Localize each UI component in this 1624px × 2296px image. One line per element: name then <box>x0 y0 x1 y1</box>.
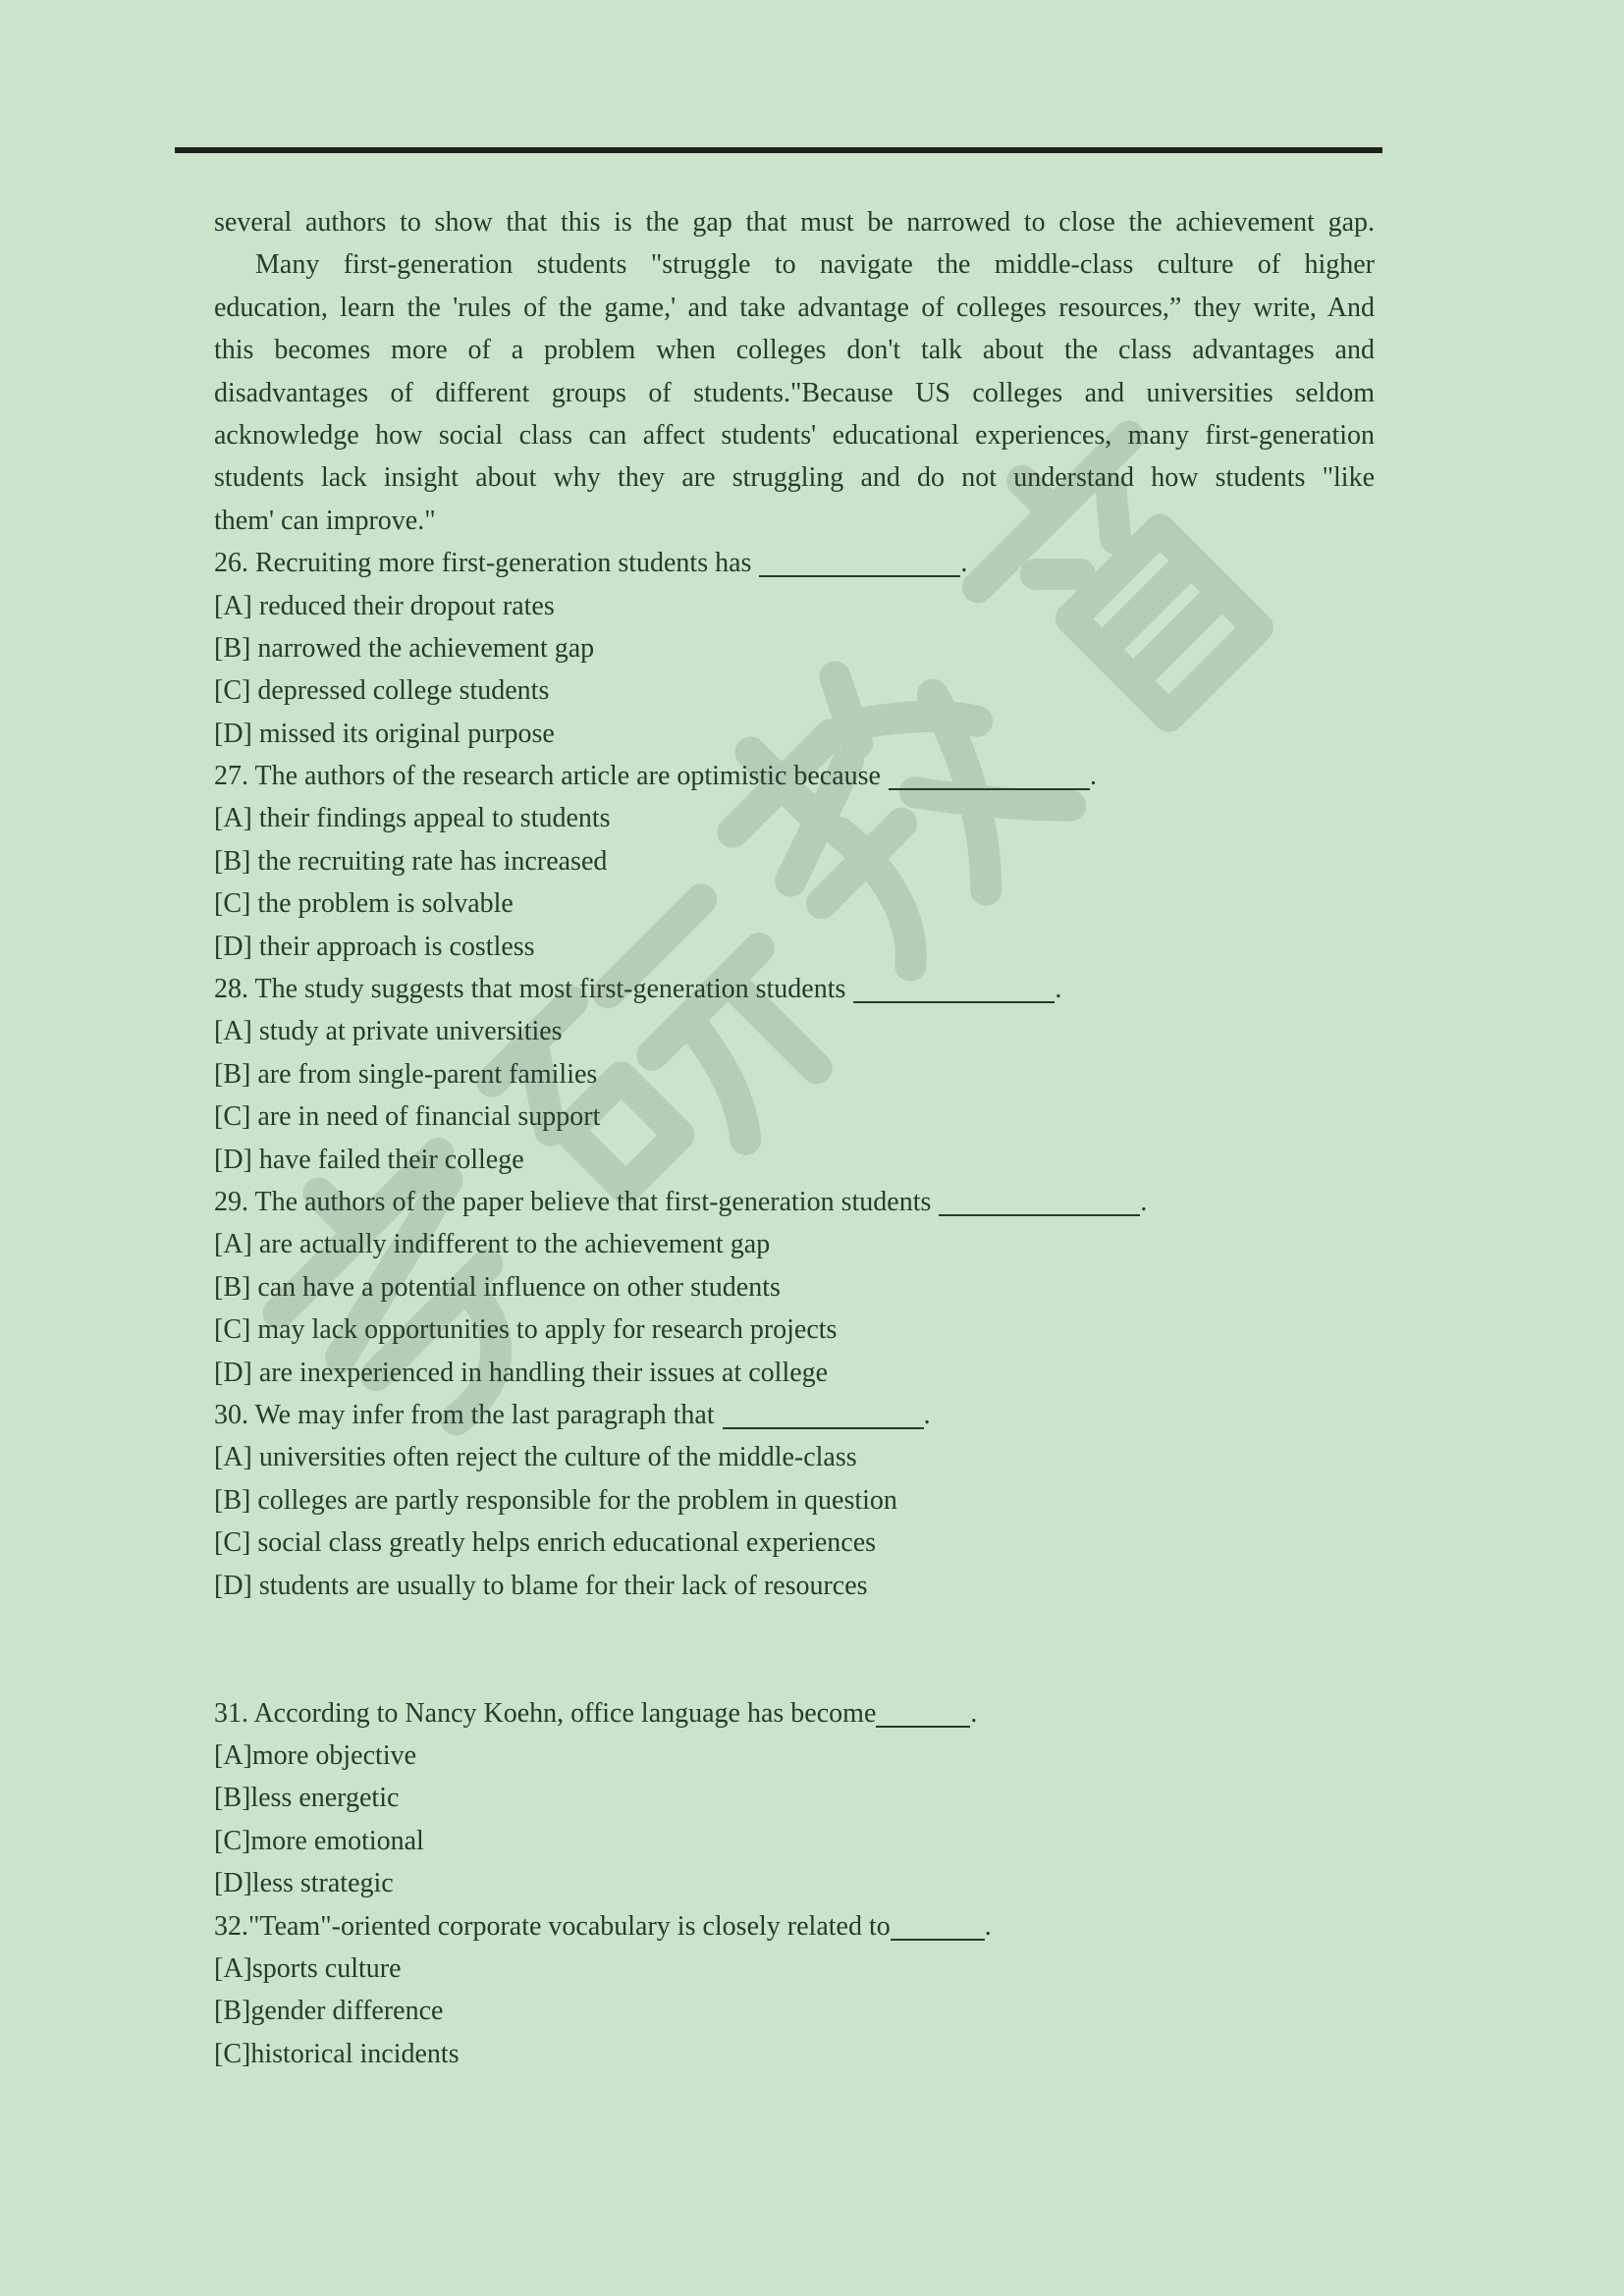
question-stem <box>214 1394 1375 1436</box>
option-text: [B] narrowed the achievement gap <box>214 632 595 664</box>
option-line <box>214 2033 1375 2075</box>
answer-blank <box>891 1939 985 1941</box>
option-line <box>214 926 1375 968</box>
option-text: [A] universities often reject the culture of the middle-class <box>214 1442 857 1473</box>
question-stem <box>214 755 1375 797</box>
option-line <box>214 797 1375 839</box>
option-text: [A] study at private universities <box>214 1016 563 1047</box>
option-text: [B] are from single-parent families <box>214 1058 598 1090</box>
option-line <box>214 1479 1375 1522</box>
stem-period: . <box>1140 1186 1148 1217</box>
option-line <box>214 1352 1375 1394</box>
option-text: [B] colleges are partly responsible for the problem in question <box>214 1484 897 1516</box>
option-line <box>214 713 1375 755</box>
option-text: [A] reduced their dropout rates <box>214 590 555 621</box>
intro-line: several authors to show that this is the gap that must be narrowed to close the achievement gap. <box>214 207 1375 238</box>
stem-period: . <box>970 1697 978 1729</box>
paragraph-line: Many first-generation students "struggle to navigate the middle-class culture of higher <box>255 249 1375 281</box>
answer-blank <box>939 1214 1140 1216</box>
question-stem-text: 32."Team"-oriented corporate vocabulary is closely related to <box>214 1910 891 1942</box>
question-stem <box>214 1181 1375 1223</box>
question-stem <box>214 1905 1375 1948</box>
answer-blank <box>876 1726 970 1728</box>
stem-period: . <box>984 1910 992 1942</box>
stem-period: . <box>960 548 968 579</box>
question-stem <box>214 968 1375 1010</box>
answer-blank <box>723 1427 924 1429</box>
question-stem-text: 29. The authors of the paper believe that first-generation students <box>214 1186 932 1217</box>
option-line <box>214 1139 1375 1181</box>
option-text: [D]less strategic <box>214 1868 394 1899</box>
option-text: [C] are in need of financial support <box>214 1101 601 1133</box>
paragraph-line: this becomes more of a problem when colleges don't talk about the class advantages and <box>214 335 1375 366</box>
option-line <box>214 1735 1375 1777</box>
option-text: [C] the problem is solvable <box>214 888 514 920</box>
option-line <box>214 1095 1375 1138</box>
option-line <box>214 840 1375 882</box>
option-line <box>214 1565 1375 1607</box>
paragraph-line: students lack insight about why they are struggling and do not understand how students "like <box>214 462 1375 494</box>
option-text: [B] can have a potential influence on other students <box>214 1271 781 1303</box>
option-line <box>214 1266 1375 1308</box>
question-stem <box>214 1692 1375 1735</box>
option-text: [A] are actually indifferent to the achievement gap <box>214 1229 771 1260</box>
option-text: [B]less energetic <box>214 1783 400 1814</box>
option-text: [D] have failed their college <box>214 1144 524 1175</box>
answer-blank <box>853 1001 1055 1003</box>
stem-period: . <box>1089 761 1097 792</box>
option-text: [D] students are usually to blame for their lack of resources <box>214 1570 868 1601</box>
question-stem-text: 31. According to Nancy Koehn, office language has become <box>214 1697 877 1729</box>
option-text: [A]sports culture <box>214 1953 402 1985</box>
option-line <box>214 1820 1375 1862</box>
option-line <box>214 1053 1375 1095</box>
paragraph-line: acknowledge how social class can affect students' educational experiences, many first-generation <box>214 419 1375 451</box>
question-stem <box>214 542 1375 584</box>
option-line <box>214 669 1375 712</box>
answer-blank <box>759 575 960 577</box>
option-line <box>214 1010 1375 1052</box>
option-text: [B]gender difference <box>214 1996 444 2027</box>
paragraph-line: education, learn the 'rules of the game,' and take advantage of colleges resources,” they write, And <box>214 292 1375 323</box>
option-line <box>214 1436 1375 1478</box>
option-text: [C] may lack opportunities to apply for research projects <box>214 1314 838 1346</box>
paragraph-line: disadvantages of different groups of students."Because US colleges and universities seldom <box>214 377 1375 408</box>
option-line <box>214 1862 1375 1904</box>
option-line <box>214 627 1375 669</box>
question-stem-text: 26. Recruiting more first-generation students has <box>214 548 752 579</box>
option-text: [C] depressed college students <box>214 675 550 707</box>
section-gap <box>214 1607 1375 1692</box>
option-text: [C] social class greatly helps enrich educational experiences <box>214 1527 877 1559</box>
option-text: [B] the recruiting rate has increased <box>214 845 608 877</box>
paragraph-line: them' can improve." <box>214 505 436 536</box>
option-text: [D] their approach is costless <box>214 931 535 962</box>
stem-period: . <box>923 1399 931 1430</box>
option-line <box>214 1990 1375 2032</box>
option-line <box>214 1308 1375 1351</box>
option-line <box>214 1777 1375 1819</box>
option-text: [C]more emotional <box>214 1825 424 1856</box>
question-stem-text: 30. We may infer from the last paragraph that <box>214 1399 715 1430</box>
option-text: [D] missed its original purpose <box>214 718 555 749</box>
option-line <box>214 882 1375 925</box>
option-line <box>214 1223 1375 1265</box>
option-text: [A]more objective <box>214 1740 417 1772</box>
option-text: [C]historical incidents <box>214 2038 460 2069</box>
paragraph <box>214 243 1375 542</box>
questions <box>214 542 1375 2075</box>
option-text: [D] are inexperienced in handling their issues at college <box>214 1357 829 1388</box>
option-line <box>214 1948 1375 1990</box>
question-stem-text: 28. The study suggests that most first-generation students <box>214 974 846 1005</box>
option-text: [A] their findings appeal to students <box>214 803 611 834</box>
option-line <box>214 585 1375 627</box>
option-line <box>214 1522 1375 1564</box>
question-stem-text: 27. The authors of the research article are optimistic because <box>214 761 881 792</box>
answer-blank <box>889 788 1090 790</box>
stem-period: . <box>1055 974 1062 1005</box>
document-body <box>214 201 1375 2075</box>
